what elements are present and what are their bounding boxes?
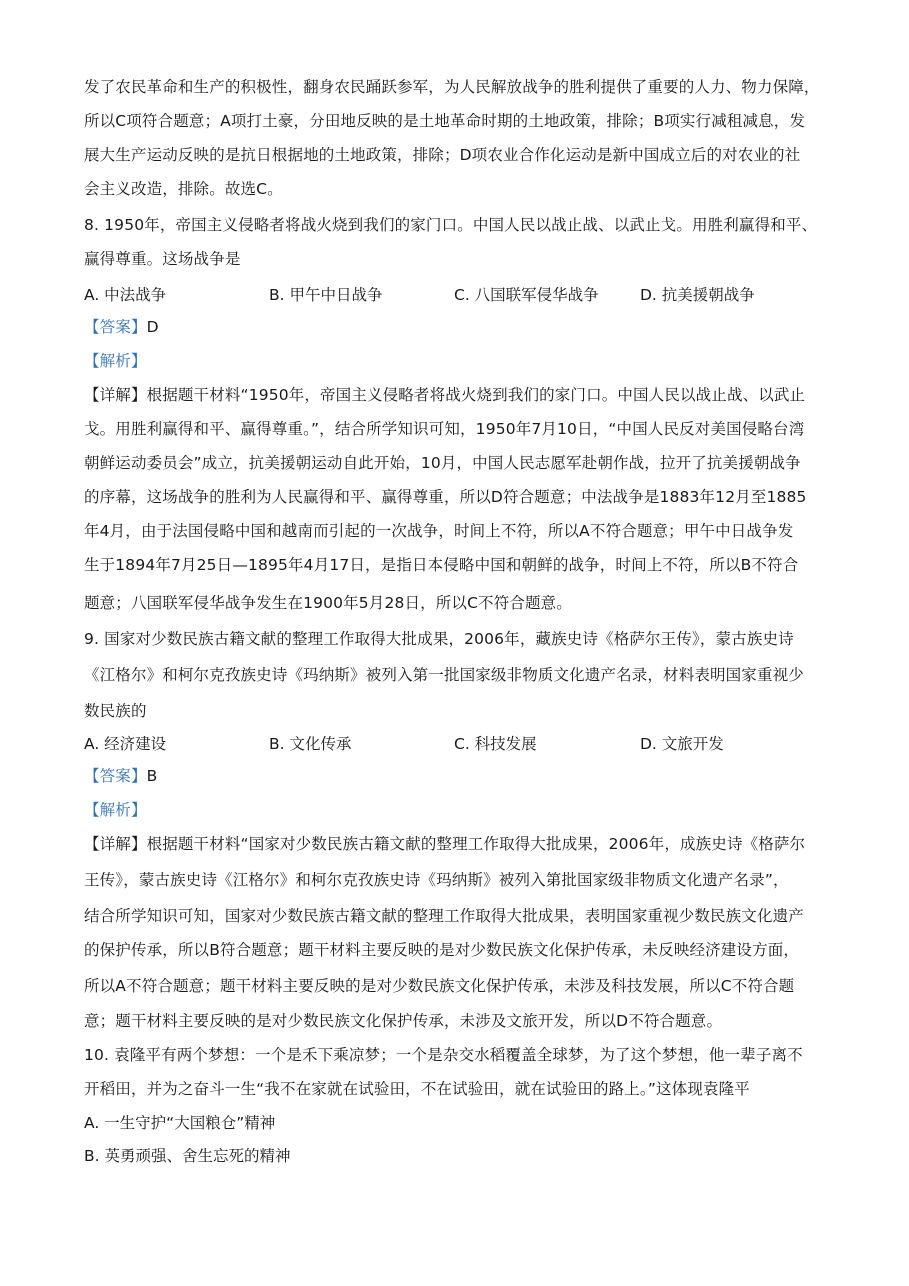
answer-tag: 【答案】	[84, 318, 147, 336]
q8-analysis-tag: 【解析】	[84, 352, 147, 370]
q9-answer-value: B	[146, 767, 158, 785]
q8-answer-value: D	[146, 318, 159, 336]
q9-option-b: B. 文化传承	[269, 735, 352, 753]
q8-detail-text: 根据题干材料“1950年，帝国主义侵略者将战火烧到我们的家门口。中国人民以战止战、以武止	[146, 386, 806, 404]
q8-answer-line	[84, 317, 159, 337]
q8-detail-line: 生于1894年7月25日—1895年4月17日，是指日本侵略中国和朝鲜的战争，时间上不符，所以B不符合	[84, 556, 799, 574]
q9-detail-line: 王传》，蒙古族史诗《江格尔》和柯尔克孜族史诗《玛纳斯》被列入第批国家级非物质文化遗产名录”，	[84, 871, 789, 889]
q8-detail-line: 的序幕，这场战争的胜利为人民赢得和平、赢得尊重，所以D符合题意；中法战争是1883年12月至1885	[84, 488, 807, 506]
intro-line: 所以C项符合题意；A项打土豪，分田地反映的是土地革命时期的土地政策，排除；B项实行减租减息，发	[84, 112, 806, 130]
q9-detail-line: 结合所学知识可知，国家对少数民族古籍文献的整理工作取得大批成果，表明国家重视少数民族文化遗产	[84, 907, 804, 925]
q9-detail-text: 根据题干材料“国家对少数民族古籍文献的整理工作取得大批成果，2006年，成族史诗《格萨尔	[146, 835, 806, 853]
q10-option-b: B. 英勇顽强、舍生忘死的精神	[84, 1147, 291, 1165]
answer-tag: 【答案】	[84, 767, 147, 785]
q9-stem-line: 数民族的	[84, 702, 147, 720]
detail-tag: 【详解】	[84, 386, 147, 404]
q10-stem-line: 开稻田，并为之奋斗一生“我不在家就在试验田，不在试验田，就在试验田的路上。”这体现袁隆平	[84, 1080, 750, 1098]
q9-stem-line: 9. 国家对少数民族古籍文献的整理工作取得大批成果，2006年，藏族史诗《格萨尔王传》，蒙古族史诗	[84, 630, 794, 648]
q8-detail-line: 题意；八国联军侵华战争发生在1900年5月28日，所以C不符合题意。	[84, 594, 572, 612]
q9-option-c: C. 科技发展	[454, 735, 537, 753]
q8-stem-line: 赢得尊重。这场战争是	[84, 250, 241, 268]
q9-detail-line: 所以A不符合题意；题干材料主要反映的是对少数民族文化保护传承，未涉及科技发展，所以C不符合题	[84, 977, 795, 995]
q9-detail-line	[84, 834, 805, 854]
q8-stem-line: 8. 1950年，帝国主义侵略者将战火烧到我们的家门口。中国人民以战止战、以武止戈。用胜利赢得和平、	[84, 216, 818, 234]
q8-option-d: D. 抗美援朝战争	[640, 286, 755, 304]
q10-option-a: A. 一生守护“大国粮仓”精神	[84, 1114, 276, 1132]
q8-option-c: C. 八国联军侵华战争	[454, 286, 599, 304]
q10-stem-line: 10. 袁隆平有两个梦想：一个是禾下乘凉梦；一个是杂交水稻覆盖全球梦，为了这个梦想，他一辈子离不	[84, 1046, 803, 1064]
q8-detail-line: 年4月，由于法国侵略中国和越南而引起的一次战争，时间上不符，所以A不符合题意；甲午中日战争发	[84, 522, 794, 540]
intro-line: 会主义改造，排除。故选C。	[84, 180, 283, 198]
q9-option-a: A. 经济建设	[84, 735, 167, 753]
q9-answer-line	[84, 766, 157, 786]
q8-option-b: B. 甲午中日战争	[269, 286, 383, 304]
q9-detail-line: 的保护传承，所以B符合题意；题干材料主要反映的是对少数民族文化保护传承，未反映经济建设方面，	[84, 941, 800, 959]
q9-stem-line: 《江格尔》和柯尔克孜族史诗《玛纳斯》被列入第一批国家级非物质文化遗产名录，材料表明国家重视少	[84, 666, 804, 684]
q8-detail-line	[84, 385, 805, 405]
q9-option-d: D. 文旅开发	[640, 735, 724, 753]
q8-option-a: A. 中法战争	[84, 286, 167, 304]
detail-tag: 【详解】	[84, 835, 147, 853]
intro-line: 展大生产运动反映的是抗日根据地的土地政策，排除；D项农业合作化运动是新中国成立后的对农业的社	[84, 146, 801, 164]
intro-line: 发了农民革命和生产的积极性，翻身农民踊跃参军，为人民解放战争的胜利提供了重要的人力、物力保障，	[84, 78, 820, 96]
q9-detail-line: 意；题干材料主要反映的是对少数民族文化保护传承，未涉及文旅开发，所以D不符合题意。	[84, 1012, 723, 1030]
q8-detail-line: 朝鲜运动委员会”成立，抗美援朝运动自此开始，10月，中国人民志愿军赴朝作战，拉开了抗美援朝战争	[84, 454, 801, 472]
q8-detail-line: 戈。用胜利赢得和平、赢得尊重。”，结合所学知识可知，1950年7月10日，“中国人民反对美国侵略台湾	[84, 420, 805, 438]
q9-analysis-tag: 【解析】	[84, 801, 147, 819]
